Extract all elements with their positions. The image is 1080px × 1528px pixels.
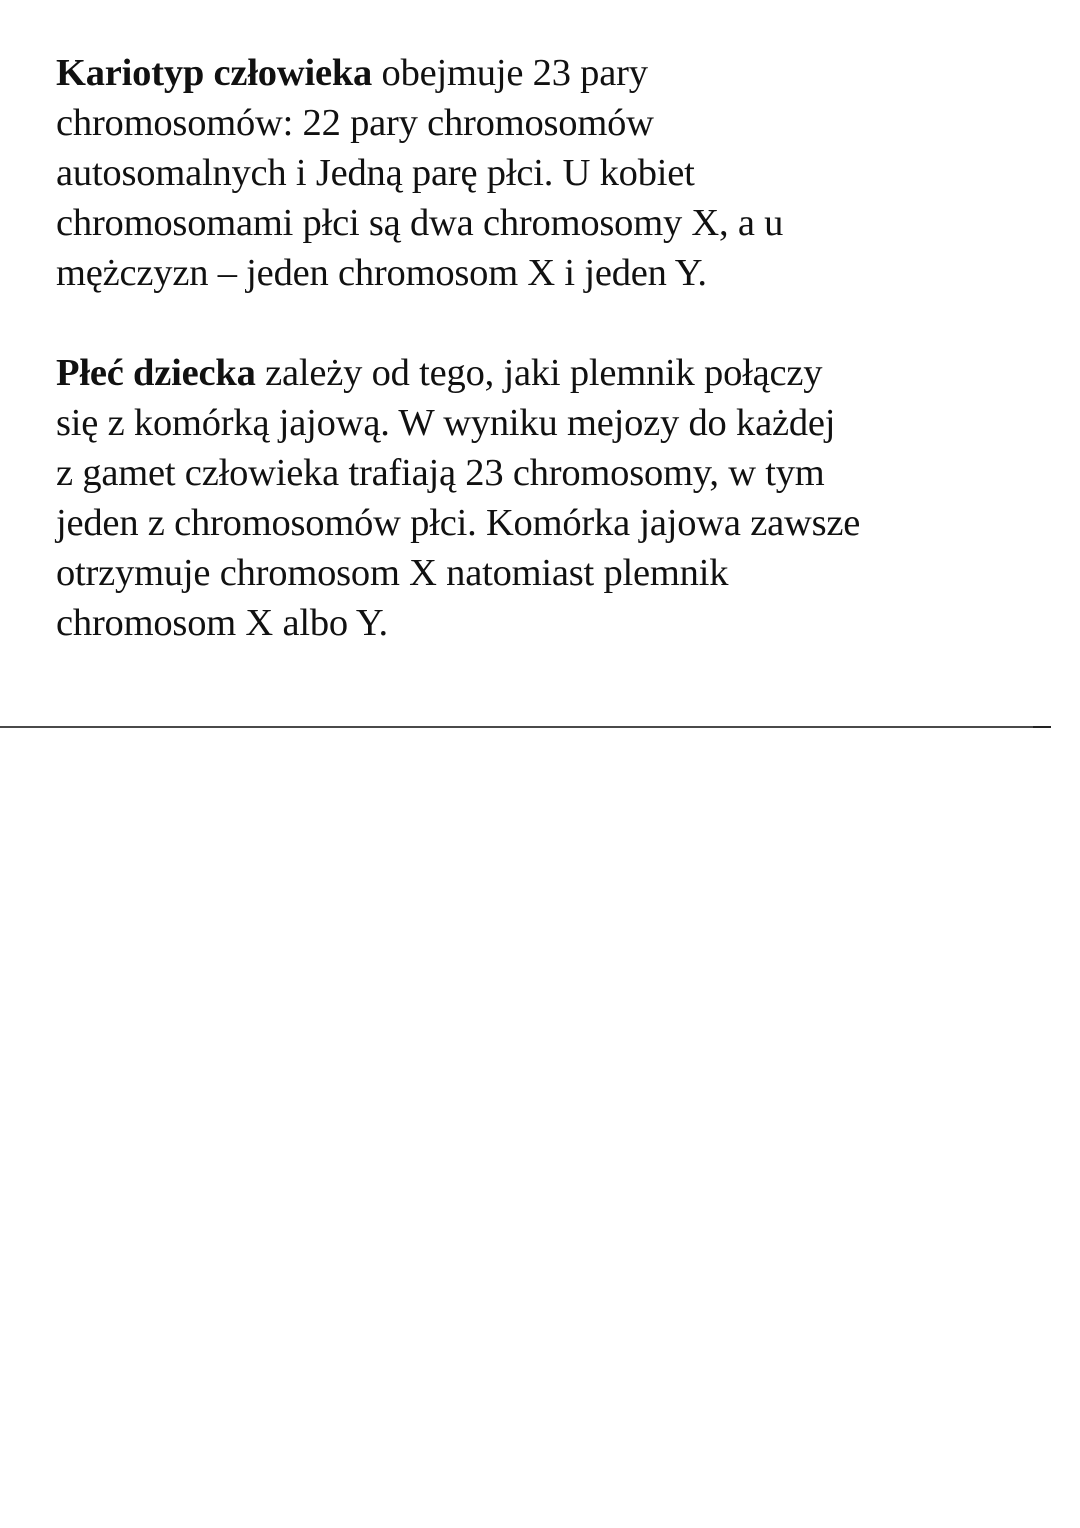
paragraph-child-sex — [56, 348, 1046, 648]
text-line: Kariotyp człowieka obejmuje 23 pary — [56, 52, 648, 94]
text-line: się z komórką jajową. W wyniku mejozy do każdej — [56, 402, 836, 444]
text-line: jeden z chromosomów płci. Komórka jajowa zawsze — [56, 502, 861, 544]
bold-term: Płeć dziecka — [56, 352, 256, 394]
text-line: mężczyzn – jeden chromosom X i jeden Y. — [56, 252, 707, 294]
text-line: chromosomów: 22 pary chromosomów — [56, 102, 654, 144]
horizontal-divider — [0, 726, 1040, 728]
text-line: z gamet człowieka trafiają 23 chromosomy, w tym — [56, 452, 825, 494]
text-line: Płeć dziecka zależy od tego, jaki plemnik połączy — [56, 352, 823, 394]
text-line: chromosom X albo Y. — [56, 602, 388, 644]
text-line: autosomalnych i Jedną parę płci. U kobiet — [56, 152, 695, 194]
divider-end-mark — [1033, 726, 1051, 728]
paragraph-karyotype — [56, 48, 1046, 298]
text-line: otrzymuje chromosom X natomiast plemnik — [56, 552, 729, 594]
bold-term: Kariotyp człowieka — [56, 52, 373, 94]
text-line: chromosomami płci są dwa chromosomy X, a u — [56, 202, 784, 244]
